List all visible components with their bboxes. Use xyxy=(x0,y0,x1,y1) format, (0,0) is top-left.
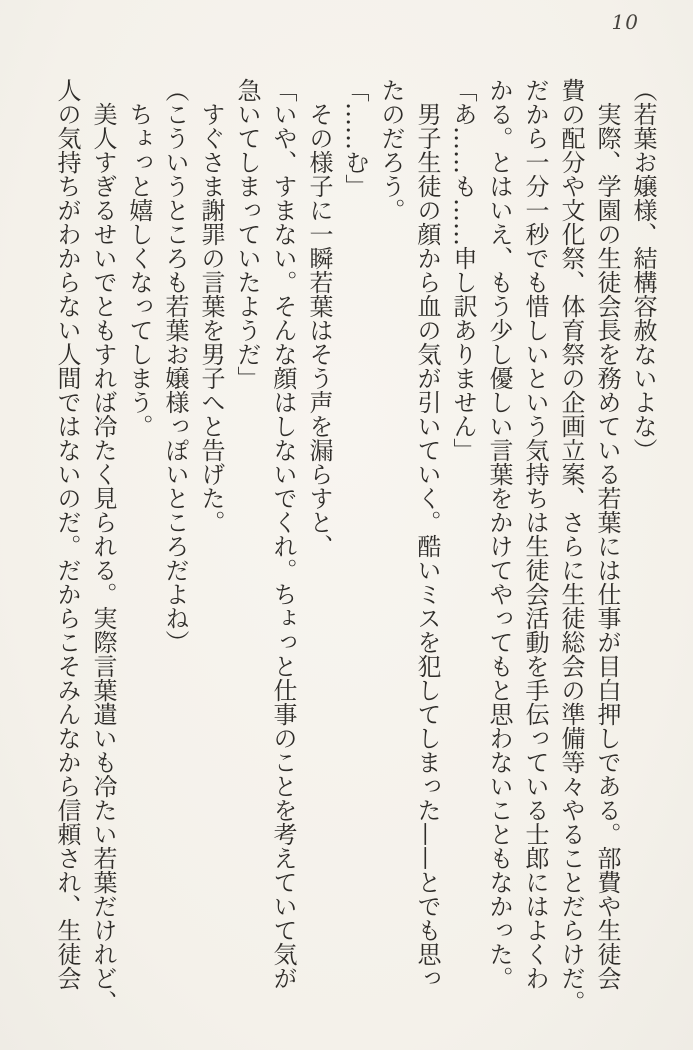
text-line: 急いてしまっていたようだ」 xyxy=(233,78,261,390)
text-line: 費の配分や文化祭、体育祭の企画立案、さらに生徒総会の準備等々やることだらけだ。 xyxy=(557,78,585,1014)
text-line: （こういうところも若葉お嬢様っぽいところだよね） xyxy=(161,78,189,654)
text-line: だから一分一秒でも惜しいという気持ちは生徒会活動を手伝っている士郎にはよくわ xyxy=(521,78,549,990)
vertical-text-block xyxy=(49,78,661,1018)
text-line: 美人すぎるせいでともすれば冷たく見られる。実際言葉遣いも冷たい若葉だけれど、 xyxy=(89,78,117,1014)
text-line: すぐさま謝罪の言葉を男子へと告げた。 xyxy=(197,78,225,534)
text-line: （若葉お嬢様、結構容赦ないよな） xyxy=(629,78,657,462)
text-line: 人の気持ちがわからない人間ではないのだ。だからこそみんなから信頼され、生徒会 xyxy=(53,78,81,990)
text-line: 「いや、すまない。そんな顔はしないでくれ。ちょっと仕事のことを考えていて気が xyxy=(269,78,297,990)
text-line: 「……む」 xyxy=(341,78,369,198)
text-line: その様子に一瞬若葉はそう声を漏らすと、 xyxy=(305,78,333,558)
text-line: 実際、学園の生徒会長を務めている若葉には仕事が目白押しである。部費や生徒会 xyxy=(593,78,621,990)
text-line: 「あ……も……申し訳ありません」 xyxy=(449,78,477,462)
page-number: 10 xyxy=(611,10,639,34)
text-line: 男子生徒の顔から血の気が引いていく。酷いミスを犯してしまった——とでも思っ xyxy=(413,78,441,990)
text-line: たのだろう。 xyxy=(377,78,405,222)
text-line: かる。とはいえ、もう少し優しい言葉をかけてやってもと思わないこともなかった。 xyxy=(485,78,513,990)
text-line: ちょっと嬉しくなってしまう。 xyxy=(125,78,153,438)
